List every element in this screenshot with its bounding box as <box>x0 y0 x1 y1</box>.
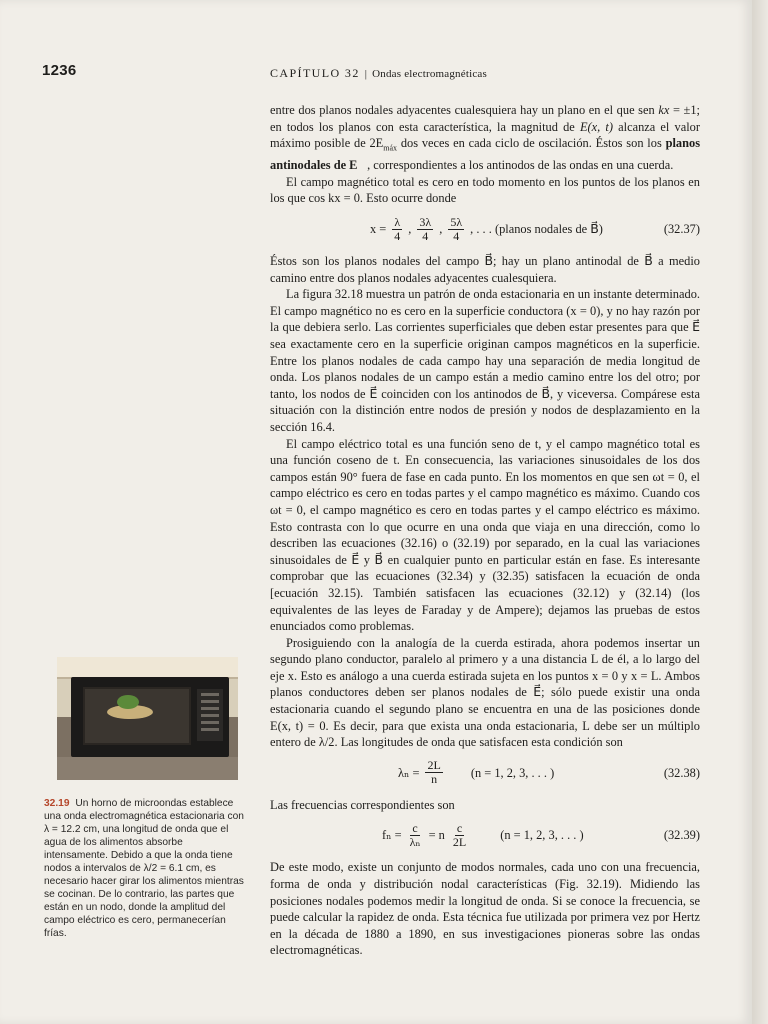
eq3-lhs: fₙ = <box>382 828 402 843</box>
para1-text-c: = ±1; en todos los planos con esta característica, la magnitud de <box>270 103 700 134</box>
para1-sub-max: máx <box>383 143 398 153</box>
eq3-frac-2-den: 2L <box>452 834 467 849</box>
chapter-title: Ondas electromagnéticas <box>372 68 487 80</box>
eq3-frac-1-num: c <box>412 820 418 835</box>
eq1-tail: , . . . (planos nodales de B⃗) <box>470 221 603 236</box>
eq2-num: 2L <box>427 758 441 773</box>
para1-text-e: alcanza el valor máximo posible de 2E <box>270 119 700 151</box>
paragraph-1 <box>270 102 700 174</box>
microwave-oven-photo <box>57 657 238 780</box>
equation-number: (32.39) <box>663 828 700 843</box>
para1-text-g: dos veces en cada ciclo de oscilación. Éstos son los <box>397 136 666 151</box>
equation-32-39 <box>270 815 700 855</box>
paragraph-4: La figura 32.18 muestra un patrón de onda estacionaria en un instante determinado. El campo magnético no es cero en la superficie conductora (x = 0), y no hay razón por la que debiera serlo. Las corrientes superficiales que deben estar presentes para que E⃗ sea exactamente cero en la superficie originan campos magnéticos en la superficie. Entre los planos nodales de cada campo hay una separación de media longitud de onda. Los planos nodales de un campo están a medio camino entre los del otro; por tanto, los nodos de E⃗ coinciden con los antinodos de B⃗, y viceversa. Compárese esta situación con la distinción entre nodos de presión y nodos de desplazamiento en la sección 16.4. <box>270 287 700 434</box>
eq1-frac-2-den: 4 <box>422 228 429 243</box>
photo-cabinet <box>57 657 238 679</box>
running-head <box>270 66 487 81</box>
figure-caption <box>44 797 244 940</box>
photo-counter <box>57 757 238 780</box>
eq2-frac <box>425 759 442 786</box>
paragraph-3: Éstos son los planos nodales del campo B⃗; hay un plano antinodal de B⃗ a medio camino entre dos planos nodales adyacentes cualesquiera. <box>270 254 700 285</box>
paragraph-7: Las frecuencias correspondientes son <box>270 797 455 812</box>
page-number: 1236 <box>42 62 77 79</box>
para1-text-a: entre dos planos nodales adyacentes cualesquiera hay un plano en el que sen <box>270 103 659 117</box>
eq1-frac-2-num: 3λ <box>419 214 432 229</box>
eq3-frac-1 <box>408 822 423 849</box>
eq1-frac-1-num: λ <box>394 214 401 229</box>
figure-caption-text: Un horno de microondas establece una onda electromagnética estacionaria con λ = 12.2 cm, una longitud de onda que el agua de los alimentos absorbe intensamente. Debido a que la onda tiene nodos a intervalos de λ/2 = 6.1 cm, es necesario hacer girar los alimentos mientras se cocinan. De lo contrario, las partes que están en un nodo, donde la amplitud del campo eléctrico es cero, permanecerían frías. <box>44 798 244 939</box>
eq1-frac-3-den: 4 <box>453 228 460 243</box>
para1-var-kx: kx <box>658 103 670 117</box>
page-edge <box>752 0 768 1024</box>
eq3-mid: = n <box>428 828 445 843</box>
eq3-condition: (n = 1, 2, 3, . . . ) <box>500 828 584 843</box>
eq3-frac-2-num: c <box>456 820 463 835</box>
header-separator: | <box>364 68 368 80</box>
eq1-frac-1 <box>392 216 402 243</box>
paragraph-8: De este modo, existe un conjunto de modos normales, cada uno con una frecuencia, forma de onda y distribución nodal características (Fig. 32.19). Midiendo las posiciones nodales podemos medir la longitud de onda. Si se conoce la frecuencia, se puede calcular la rapidez de onda. Esta técnica fue utilizada por primera vez por Hertz en la década de 1880 a 1890, en sus investigaciones pioneras sobre las ondas electromagnéticas. <box>270 860 700 958</box>
main-text-column <box>270 102 700 959</box>
eq1-frac-2 <box>417 216 433 243</box>
eq2-lhs: λₙ = <box>398 765 420 780</box>
figure-number: 32.19 <box>44 798 70 809</box>
chapter-label: CAPÍTULO 32 <box>270 66 360 80</box>
eq1-lhs: x = <box>370 221 387 236</box>
eq2-den: n <box>431 772 438 787</box>
paragraph-6: Prosiguiendo con la analogía de la cuerda estirada, ahora podemos insertar un segundo plano conductor, paralelo al primero y a una distancia L de él, a lo largo del eje x. Esto es análogo a una cuerda estirada sujeta en los puntos x = 0 y x = L. Ambos planos conductores deben ser planos nodales de E⃗; sólo puede existir una onda estacionaria cuando el segundo plano se encuentra en una de las posiciones donde E(x, t) = 0. Es decir, para que exista una onda estacionaria, L debe ser un múltiplo entero de λ/2. Las longitudes de onda que satisfacen esta condición son <box>270 635 700 750</box>
equation-32-37: x = $\frac{\lambda}{4}$ , $\frac{3\lambda}{4}$ , $\frac{5\lambda}{4}$ , . . . (planos nodales de B⃗) (32.37) <box>370 214 700 243</box>
equation-number: (32.38) <box>663 765 700 780</box>
para1-var-Ext: E(x, t) <box>579 119 613 134</box>
microwave-control-panel <box>197 689 223 741</box>
term-antinodal-planes: planos antinodales de E⃗ <box>270 136 701 173</box>
eq1-frac-3 <box>448 216 464 243</box>
food-greens <box>117 695 139 709</box>
eq3-frac-1-den: λₙ <box>409 834 421 849</box>
para1-text-i: , correspondientes a los antinodos de las ondas en una cuerda. <box>367 158 674 173</box>
equation-32-38 <box>270 753 700 793</box>
eq1-frac-1-den: 4 <box>394 228 401 243</box>
eq3-frac-2 <box>451 822 468 849</box>
eq1-frac-3-num: 5λ <box>450 214 463 229</box>
paragraph-5: El campo eléctrico total es una función seno de t, y el campo magnético total es una función coseno de t. En consecuencia, las variaciones sinusoidales de los dos campos están 90° fuera de fase en cada punto. En los momentos en que sen ωt = 0, el campo eléctrico es cero en todas partes y el campo magnético es máximo. Cuando cos ωt = 0, el campo magnético es cero en todas partes y el campo eléctrico es máximo. Esto contrasta con lo que ocurre en una onda que viaja en una dirección, como lo describen las ecuaciones (32.16) o (32.19) por separado, en la cual las variaciones sinusoidales de E⃗ y B⃗ en cualquier punto en particular están en fase. Es interesante comprobar que las ecuaciones (32.34) y (32.35) satisfacen la ecuación de onda [ecuación 32.15). También satisfacen las ecuaciones (32.12) y (32.14) (los equivalentes de las leyes de Faraday y de Ampere); dejamos las pruebas de estos enunciados como problemas. <box>270 436 700 634</box>
paragraph-2: El campo magnético total es cero en todo momento en los puntos de los planos en los que cos kx = 0. Esto ocurre donde <box>270 174 700 206</box>
eq2-condition: (n = 1, 2, 3, . . . ) <box>470 765 555 780</box>
equation-number: (32.37) <box>663 222 700 237</box>
